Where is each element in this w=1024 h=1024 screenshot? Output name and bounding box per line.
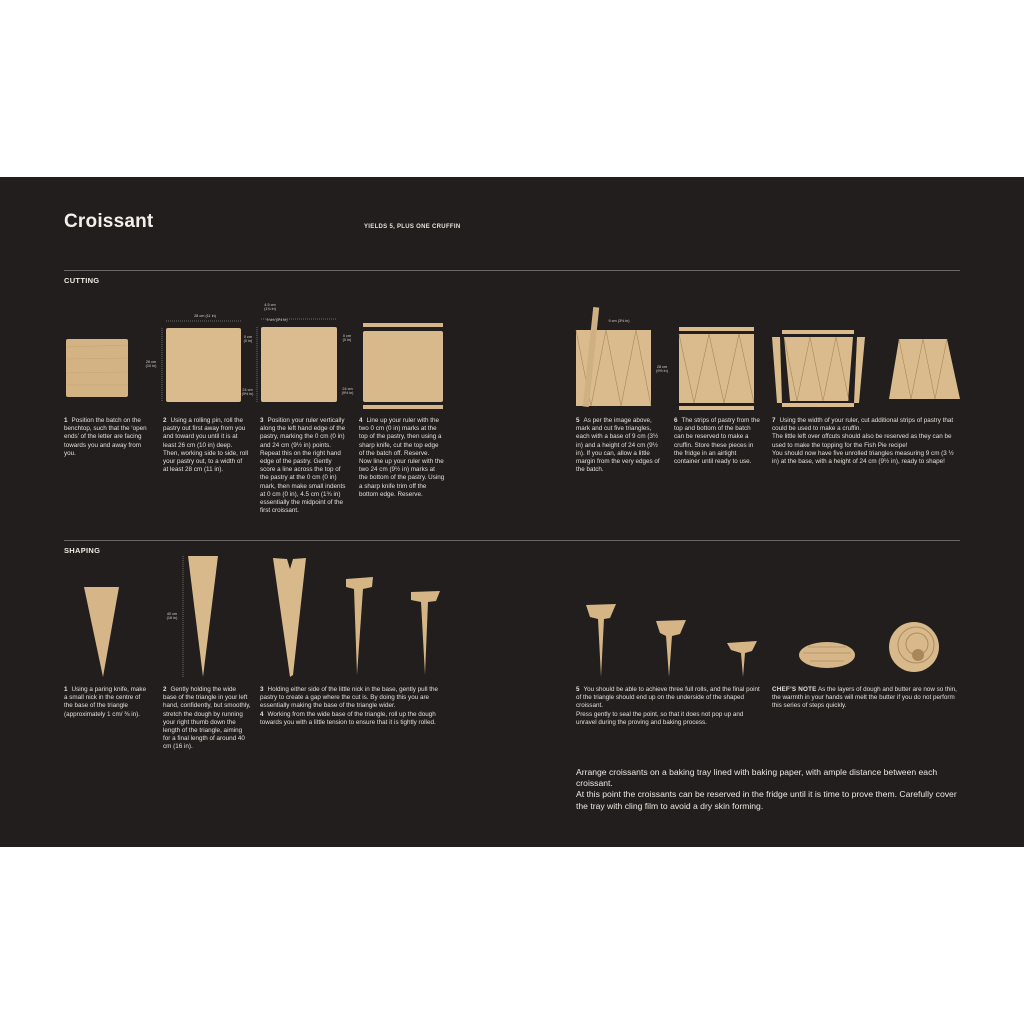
unrolled-triangles-photo <box>889 339 960 399</box>
cutting-step-4: 4 Line up your ruler with the two 0 cm (0 in) marks at the top of the pastry, then using a sharp knife, cut the top edge of the batch off. Reserve. Now line up your ruler with the two 24 cm (9½ in) marks at the bottom of the pastry. Using a sharp knife trim off the bottom edge. Reserve. <box>359 417 445 498</box>
dimension-label: 9 cm (3½ in) <box>608 319 630 323</box>
shaping-step-2: 2 Gently holding the wide base of the triangle in your left hand, confidently, but smoothly, stretch the dough by running your right thumb down the length of the triangle, aiming for a final length of around 40 cm (16 in). <box>163 686 251 751</box>
offcuts-photo <box>772 330 865 407</box>
closing-instructions: Arrange croissants on a baking tray lined with baking paper, with ample distance between each croissant. At this point the croissants can be reserved in the fridge until it is time to prove them. Carefully cover the tray with cling film to avoid a dry skin forming. <box>576 767 957 811</box>
recipe-title: Croissant <box>64 211 154 232</box>
rolled-square-photo <box>162 321 241 402</box>
second-roll-photo <box>656 620 686 677</box>
dimension-label: 9 cm (3½ in) <box>266 318 288 322</box>
section-label-cutting: CUTTING <box>64 276 100 285</box>
cutting-step-5: 5 As per the image above, mark and cut five triangles, each with a base of 9 cm (3½ in) and a height of 24 cm (9½ in). If you can, allow a little margin from the very edges of the batch. <box>576 417 660 474</box>
divider-shaping <box>64 540 960 541</box>
section-label-shaping: SHAPING <box>64 546 101 555</box>
widened-base-photo <box>273 558 306 677</box>
dimension-label: 0 cm (0 in) <box>243 335 253 344</box>
rolling-base-photo <box>346 577 373 675</box>
rolling-further-photo <box>411 591 440 675</box>
recipe-yield: YIELDS 5, PLUS ONE CRUFFIN <box>364 224 461 230</box>
cutting-step-1: 1 Position the batch on the benchtop, such that the ‘open ends’ of the letter are facing towards you and away from you. <box>64 417 147 457</box>
dimension-label: 4.5 cm (1¾ in) <box>264 303 276 312</box>
dimension-label: 24 cm (9½ in) <box>241 388 254 397</box>
third-roll-photo <box>727 641 757 677</box>
divider-cutting <box>64 270 960 271</box>
cutting-step-2: 2 Using a rolling pin, roll the pastry out first away from you and toward you until it is at least 26 cm (10 in) deep. Then, working side to side, roll your pastry out, to a width of at least 28 cm (11 in). <box>163 417 249 474</box>
recipe-spread <box>0 177 1024 847</box>
cutting-step-6: 6 The strips of pastry from the top and bottom of the batch can be reserved to make a cruffin. Store these pieces in the fridge in an airtight container until ready to use. <box>674 417 760 466</box>
shaped-croissant-photo <box>799 642 855 668</box>
chefs-note: CHEF’S NOTE As the layers of dough and butter are now so thin, the warmth in your hands will melt the butter if you do not perform this series of steps quickly. <box>772 686 957 710</box>
shaping-step-1: 1 Using a paring knife, make a small nick in the centre of the base of the triangle (approximately 1 cm/ ⅜ in). <box>64 686 147 718</box>
first-roll-photo <box>586 604 616 677</box>
dimension-label: 0 cm (0 in) <box>342 334 352 343</box>
triangle-nick-photo <box>84 587 119 677</box>
cutting-step-7: 7 Using the width of your ruler, cut additional strips of pastry that could be used to make a cruffin. The little left over offcuts should also be reserved as they can be used to make the topping for the Fish Pie recipe! You should now have five unrolled triangles measuring 9 cm (3 ½ in) at the base, with a height of 24 cm (9½ in), ready to shape! <box>772 417 954 466</box>
illustrations <box>0 177 1024 847</box>
dimension-label: 28 cm (9½ in) <box>656 365 668 374</box>
marked-square-photo <box>257 319 337 402</box>
dimension-label: 26 cm (10 in) <box>145 360 157 369</box>
shaping-step-5: 5 You should be able to achieve three full rolls, and the final point of the triangle should end up on the underside of the shaped croissant. Press gently to seal the point, so that it does not pop up and unravel during the proving and baking process. <box>576 686 760 726</box>
stretched-triangle-photo <box>183 556 218 677</box>
dimension-label: 40 cm (16 in) <box>166 612 178 621</box>
dimension-label: 28 cm (11 in) <box>194 314 216 318</box>
croissant-spiral-photo <box>889 622 939 672</box>
strips-removed-photo <box>679 327 754 410</box>
trimmed-square-photo <box>363 323 443 409</box>
cutting-step-3: 3 Position your ruler vertically along the left hand edge of the pastry, marking the 0 cm (0 in) and 24 cm (9½ in) points. Repeat this on the right hand edge of the pastry. Gently score a line across the top of the pastry at the 0 cm (0 in) mark, then make small indents at 0 cm (0 in), 4.5 cm (1¾ in) essentially the midpoint of the first croissant. <box>260 417 346 515</box>
dough-batch-photo <box>66 339 128 397</box>
dimension-label: 24 cm (9½ in) <box>341 387 354 396</box>
shaping-step-3-4: 3 Holding either side of the little nick in the base, gently pull the pastry to create a gap where the cut is. By doing this you are essentially making the base of the triangle wider. 4 Working from the wide base of the triangle, roll up the dough towards you with a little tension to ensure that it is tightly rolled. <box>260 686 438 726</box>
